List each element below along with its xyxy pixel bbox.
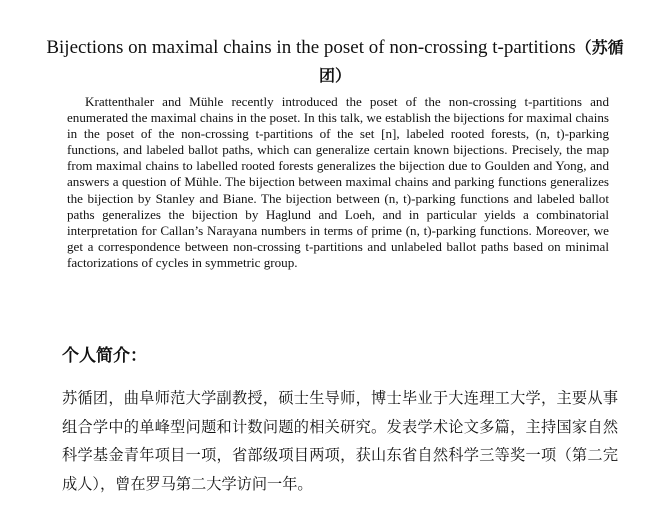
bio-heading: 个人简介：: [62, 346, 147, 366]
speaker-name: （苏循团）: [318, 38, 624, 85]
bio-paragraph: 苏循团，曲阜师范大学副教授，硕士生导师，博士毕业于大连理工大学，主要从事组合学中的单峰型问题和计数问题的相关研究。发表学术论文多篇，主持国家自然科学基金青年项目一项，省部级项目两项，获山东省自然科学三等奖一项（第二完成人），曾在罗马第二大学访问一年。: [62, 389, 618, 493]
talk-title-text: Bijections on maximal chains in the poset of non-crossing t-partitions: [46, 37, 576, 58]
abstract-paragraph: Krattenthaler and Mühle recently introduced the poset of the non-crossing t-partitions and enumerated the maximal chains in the poset. In this talk, we establish the bijections for maximal chains in the poset of the non-crossing t-partitions of the set [n], labeled rooted forests, (n, t)-parking functions, and labeled ballot paths, which can generalize certain known bijections. Precisely, the map from maximal chains to labelled rooted forests generalizes the bijection due to Goulden and Yong, and answers a question of Mühle. The bijection between maximal chains and parking functions generalizes the bijection by Stanley and Biane. The bijection between (n, t)-parking functions and labeled ballot paths generalizes the bijection by Haglund and Loeh, and in particular yields a combinatorial interpretation for Callan’s Narayana numbers in terms of prime (n, t)-parking functions. Moreover, we get a correspondence between non-crossing t-partitions and unlabeled ballot paths based on minimal factorizations of cycles in symmetric group.: [67, 94, 609, 270]
talk-title: [40, 34, 630, 90]
